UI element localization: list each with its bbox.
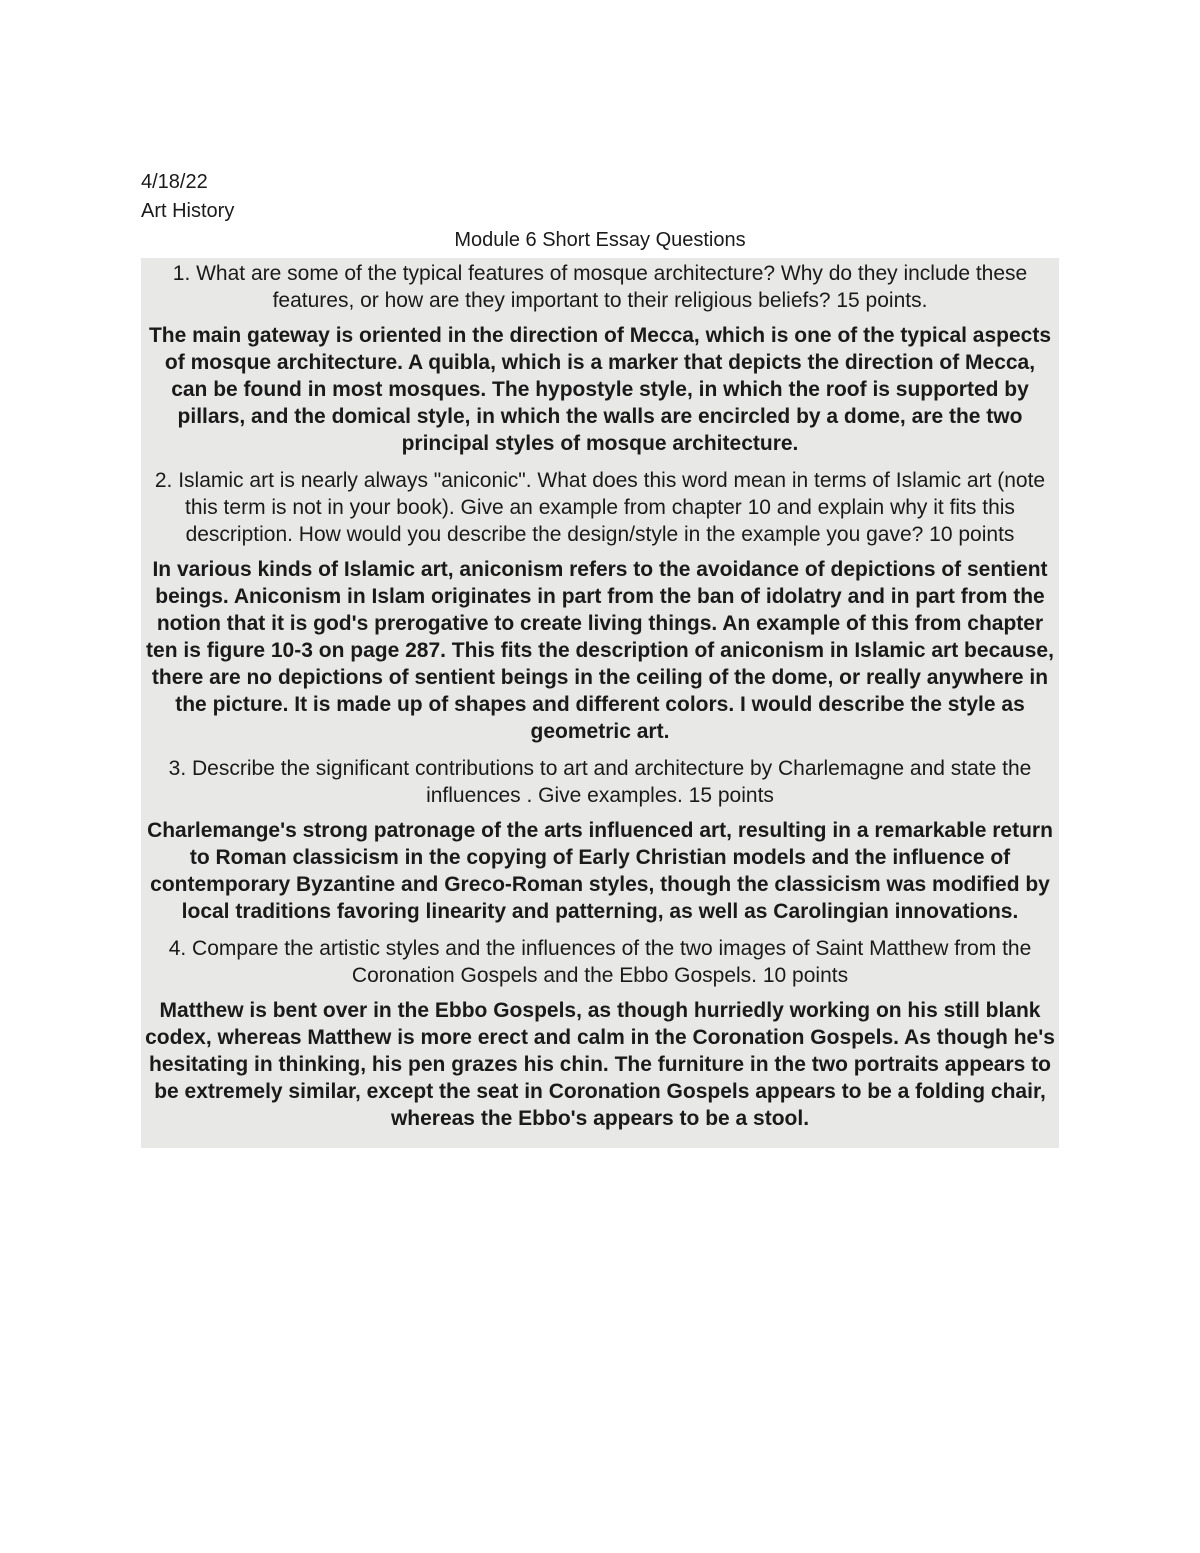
answer-4: Matthew is bent over in the Ebbo Gospels, as though hurriedly working on his still blank codex, whereas Matthew is more erect and calm in the Coronation Gospels. As though he's hesitating in thinking, his pen grazes his chin. The furniture in the two portraits appears to be extremely similar, except the seat in Coronation Gospels appears to be a folding chair, whereas the Ebbo's appears to be a stool. bbox=[145, 999, 1055, 1130]
question-2: 2. Islamic art is nearly always "aniconic". What does this word mean in terms of Islamic art (note this term is not in your book). Give an example from chapter 10 and explain why it fits this description. How would you describe the design/style in the example you gave? 10 points bbox=[154, 469, 1046, 546]
answer-3: Charlemange's strong patronage of the arts influenced art, resulting in a remarkable return to Roman classicism in the copying of Early Christian models and the influence of contemporary Byzantine and Greco-Roman styles, though the classicism was modified by local traditions favoring linearity and patterning, as well as Carolingian innovations. bbox=[147, 819, 1053, 923]
question-4: 4. Compare the artistic styles and the influences of the two images of Saint Matthew from the Coronation Gospels and the Ebbo Gospels. 10 points bbox=[168, 937, 1032, 987]
question-1: 1. What are some of the typical features of mosque architecture? Why do they include these features, or how are they important to their religious beliefs? 15 points. bbox=[172, 262, 1028, 312]
answer-2: In various kinds of Islamic art, aniconism refers to the avoidance of depictions of sentient beings. Aniconism in Islam originates in part from the ban of idolatry and in part from the notion that it is god's prerogative to create living things. An example of this from chapter ten is figure 10-3 on page 287. This fits the description of aniconism in Islamic art because, there are no depictions of sentient beings in the ceiling of the dome, or really anywhere in the picture. It is made up of shapes and different colors. I would describe the style as geometric art. bbox=[146, 558, 1054, 743]
course-name: Art History bbox=[141, 200, 235, 222]
qa-block bbox=[141, 258, 1059, 1148]
question-3: 3. Describe the significant contributions to art and architecture by Charlemagne and state the influences . Give examples. 15 points bbox=[168, 757, 1032, 807]
document-title: Module 6 Short Essay Questions bbox=[454, 229, 746, 251]
answer-1: The main gateway is oriented in the direction of Mecca, which is one of the typical aspects of mosque architecture. A quibla, which is a marker that depicts the direction of Mecca, can be found in most mosques. The hypostyle style, in which the roof is supported by pillars, and the domical style, in which the walls are encircled by a dome, are the two principal styles of mosque architecture. bbox=[148, 324, 1052, 455]
document-date: 4/18/22 bbox=[141, 171, 208, 193]
document-page bbox=[141, 168, 1059, 1148]
